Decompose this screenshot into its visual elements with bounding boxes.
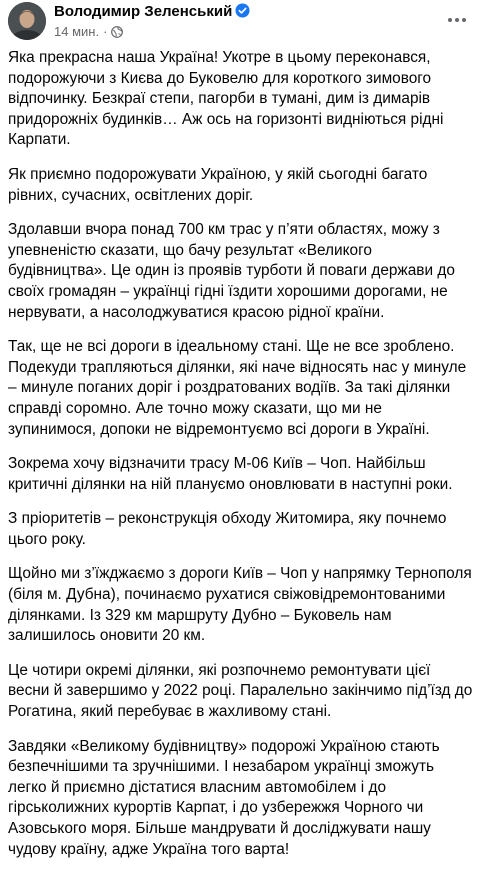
more-options-icon [448, 18, 452, 22]
more-options-icon-dot [455, 18, 459, 22]
post-timestamp[interactable]: 14 мин. [54, 24, 100, 39]
more-options-button[interactable] [442, 8, 472, 32]
post-paragraph: Щойно ми з’їжджаємо з дороги Київ – Чоп у напрямку Тернополя (біля м. Дубна), починаємо рухатися свіжовідремонтованими ділянками. Із 329 км маршруту Дубно – Буковель нам залишилось оновити 20 км. [8, 565, 472, 645]
post-paragraph: Завдяки «Великому будівництву» подорожі Україною стають безпечнішими та зручнішими. І незабаром українці зможуть легко й приємно дістатися власним автомобілем і до гірськолижних курортів Карпат, і до узбережжя Чорного чи Азовського моря. Більше мандрувати й досліджувати нашу чудову країну, адже Україна того варта! [8, 737, 440, 858]
post-paragraph: Яка прекрасна наша Україна! Укотре в цьому переконався, подорожуючи з Києва до Буковелю для короткого зимового відпочинку. Безкраї степи, пагорби в тумані, дим із димарів придорожніх будинків… Аж ось на горизонті видніються рідні Карпати. [8, 49, 444, 149]
post-paragraph: Так, ще не всі дороги в ідеальному стані. Ще не все зроблено. Подекуди трапляються ділянки, які наче відносять нас у минуле – минуле поганих доріг і роздратованих водіїв. За такі ділянки справді соромно. Але точно можу сказати, що ми не зупинимося, допоки не відремонтуємо всі дороги в Україні. [8, 338, 467, 438]
author-name-text[interactable]: Володимир Зеленський [54, 3, 233, 20]
author-avatar[interactable] [8, 2, 46, 40]
more-options-icon-dot [462, 18, 466, 22]
verified-badge-icon [235, 3, 250, 18]
post-meta [54, 24, 123, 39]
author-name[interactable] [54, 3, 250, 20]
globe-icon[interactable] [111, 26, 123, 38]
post-paragraph: Здолавши вчора понад 700 км трас у п’яти областях, можу з упевненістю сказати, що бачу результат «Великого будівництва». Це один із проявів турботи й поваги держави до своїх громадян – українці гідні їздити хорошими дорогами, не нервувати, а насолоджуватися красою рідної країни. [8, 221, 455, 321]
post-paragraph: Це чотири окремі ділянки, які розпочнемо ремонтувати цієї весни й завершимо у 2022 році. Паралельно закінчимо під’їзд до Рогатина, який перебуває в жахливому стані. [8, 661, 473, 721]
post-paragraph: З пріоритетів – реконструкція обходу Житомира, яку почнемо цього року. [8, 510, 447, 548]
post-body [8, 48, 474, 874]
post-paragraph: Зокрема хочу відзначити трасу М-06 Київ – Чоп. Найбільш критичні ділянки на ній плануємо оновлювати в наступні роки. [8, 455, 453, 493]
post-paragraph: Як приємно подорожувати Україною, у якій сьогодні багато рівних, сучасних, освітлених доріг. [8, 165, 428, 204]
meta-separator: · [103, 24, 108, 39]
post-header [0, 0, 484, 46]
